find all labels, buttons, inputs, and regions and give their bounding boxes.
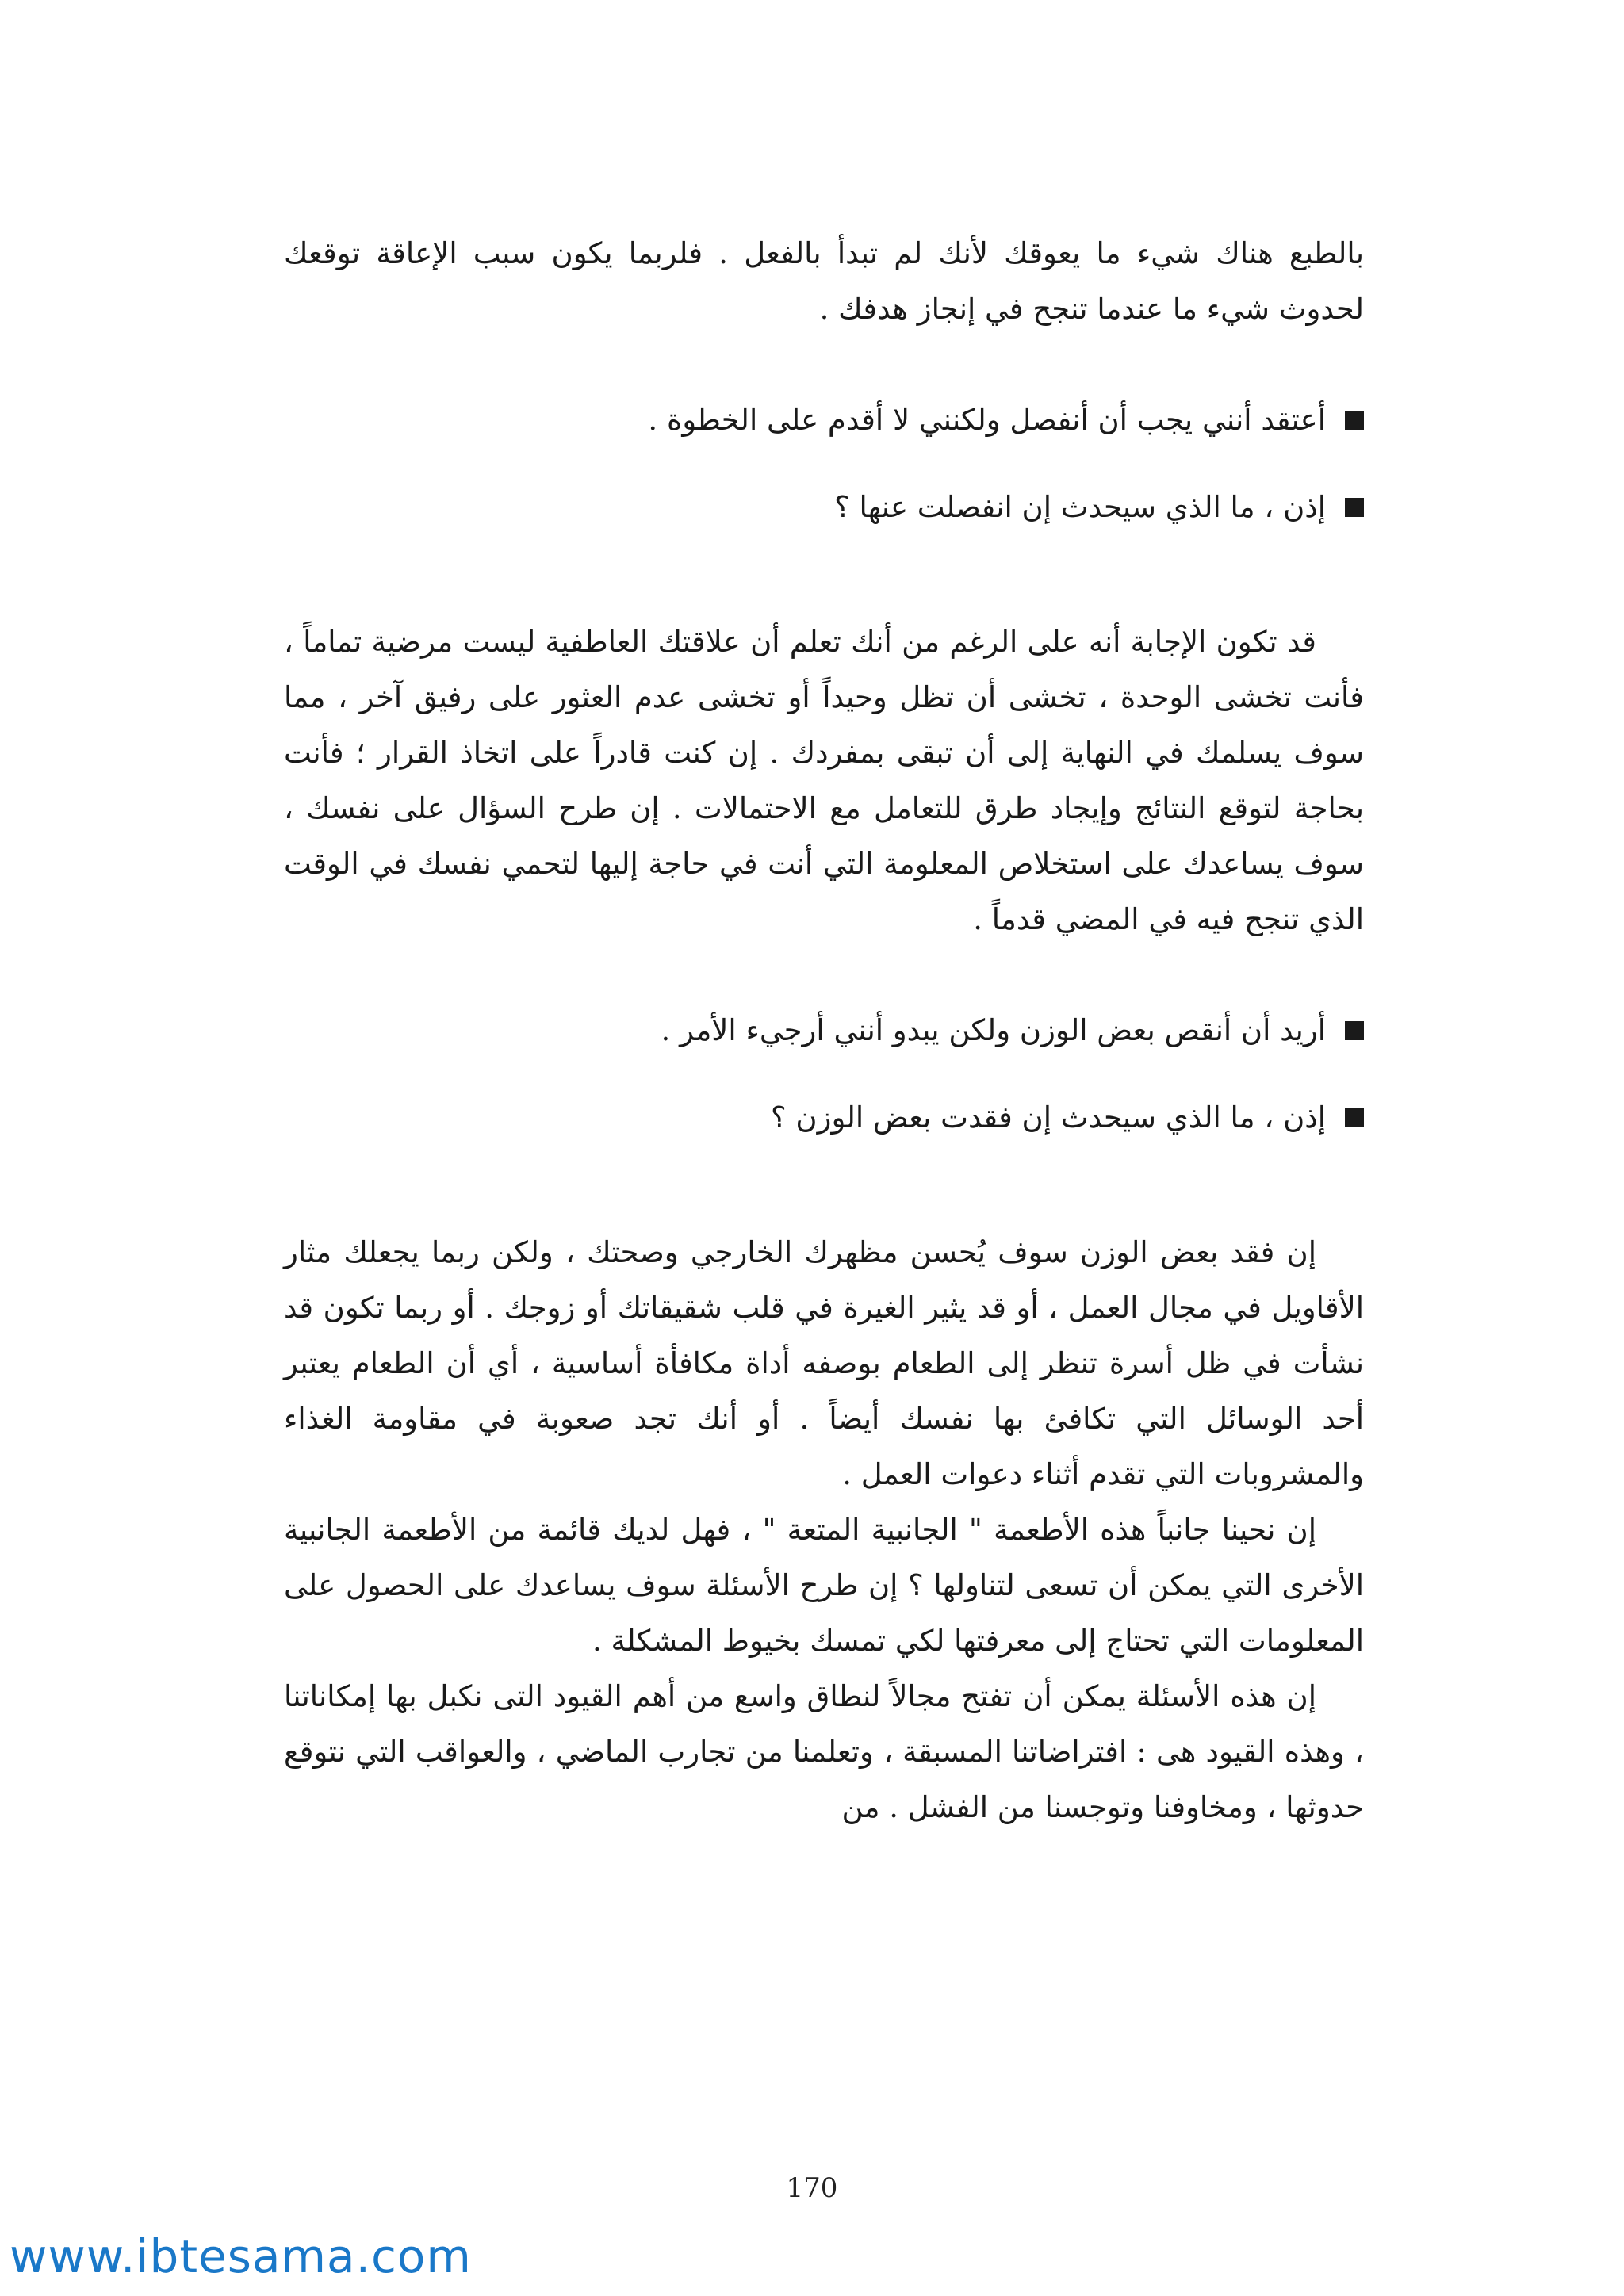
square-bullet-icon bbox=[1345, 411, 1364, 430]
paragraph-1: بالطبع هناك شيء ما يعوقك لأنك لم تبدأ بالفعل . فلربما يكون سبب الإعاقة توقعك لحدوث شيء ما عندما تنجح في إنجاز هدفك . bbox=[284, 236, 1364, 326]
square-bullet-icon bbox=[1345, 498, 1364, 517]
square-bullet-icon bbox=[1345, 1021, 1364, 1040]
bullet-item bbox=[284, 1090, 1364, 1146]
spacer bbox=[284, 1177, 1364, 1225]
bullet-item bbox=[284, 392, 1364, 448]
site-watermark: www.ibtesama.com bbox=[10, 2229, 472, 2283]
bullet-item bbox=[284, 480, 1364, 535]
spacer bbox=[284, 947, 1364, 1003]
paragraph-4: إن نحينا جانباً هذه الأطعمة " الجانبية المتعة " ، فهل لديك قائمة من الأطعمة الجانبية الأخرى التي يمكن أن تسعى لتناولها ؟ إن طرح الأسئلة سوف يساعدك على الحصول على المعلومات التي تحتاج إلى معرفتها لكي تمسك بخيوط المشكلة . bbox=[284, 1513, 1364, 1658]
paragraph-5: إن هذه الأسئلة يمكن أن تفتح مجالاً لنطاق واسع من أهم القيود التى نكبل بها إمكاناتنا ، وهذه القيود هى : افتراضاتنا المسبقة ، وتعلمنا من تجارب الماضي ، والعواقب التي نتوقع حدوثها ، ومخاوفنا وتوجسنا من الفشل . من bbox=[284, 1679, 1364, 1824]
page-body bbox=[284, 226, 1364, 1835]
bullet-text: أعتقد أنني يجب أن أنفصل ولكنني لا أقدم على الخطوة . bbox=[648, 403, 1326, 437]
spacer bbox=[284, 567, 1364, 614]
bullet-text: إذن ، ما الذي سيحدث إن فقدت بعض الوزن ؟ bbox=[771, 1100, 1326, 1135]
spacer bbox=[284, 337, 1364, 392]
bullet-text: أريد أن أنقص بعض الوزن ولكن يبدو أنني أرجيء الأمر . bbox=[661, 1013, 1326, 1047]
bullet-list-1 bbox=[284, 392, 1364, 535]
bullet-text: إذن ، ما الذي سيحدث إن انفصلت عنها ؟ bbox=[834, 490, 1326, 524]
page-number: 170 bbox=[786, 2172, 838, 2204]
square-bullet-icon bbox=[1345, 1108, 1364, 1127]
paragraph-3: إن فقد بعض الوزن سوف يُحسن مظهرك الخارجي وصحتك ، ولكن ربما يجعلك مثار الأقاويل في مجال العمل ، أو قد يثير الغيرة في قلب شقيقاتك أو زوجك . أو ربما تكون قد نشأت في ظل أسرة تنظر إلى الطعام بوصفه أداة مكافأة أساسية ، أي أن الطعام يعتبر أحد الوسائل التي تكافئ بها نفسك أيضاً . أو أنك تجد صعوبة في مقاومة الغذاء والمشروبات التي تقدم أثناء دعوات العمل . bbox=[284, 1235, 1364, 1491]
bullet-item bbox=[284, 1003, 1364, 1058]
bullet-list-2 bbox=[284, 1003, 1364, 1146]
paragraph-2: قد تكون الإجابة أنه على الرغم من أنك تعلم أن علاقتك العاطفية ليست مرضية تماماً ، فأنت تخشى الوحدة ، تخشى أن تظل وحيداً أو تخشى عدم العثور على رفيق آخر ، مما سوف يسلمك في النهاية إلى أن تبقى بمفردك . إن كنت قادراً على اتخاذ القرار ؛ فأنت بحاجة لتوقع النتائج وإيجاد طرق للتعامل مع الاحتمالات . إن طرح السؤال على نفسك ، سوف يساعدك على استخلاص المعلومة التي أنت في حاجة إليها لتحمي نفسك في الوقت الذي تنجح فيه في المضي قدماً . bbox=[284, 625, 1364, 936]
